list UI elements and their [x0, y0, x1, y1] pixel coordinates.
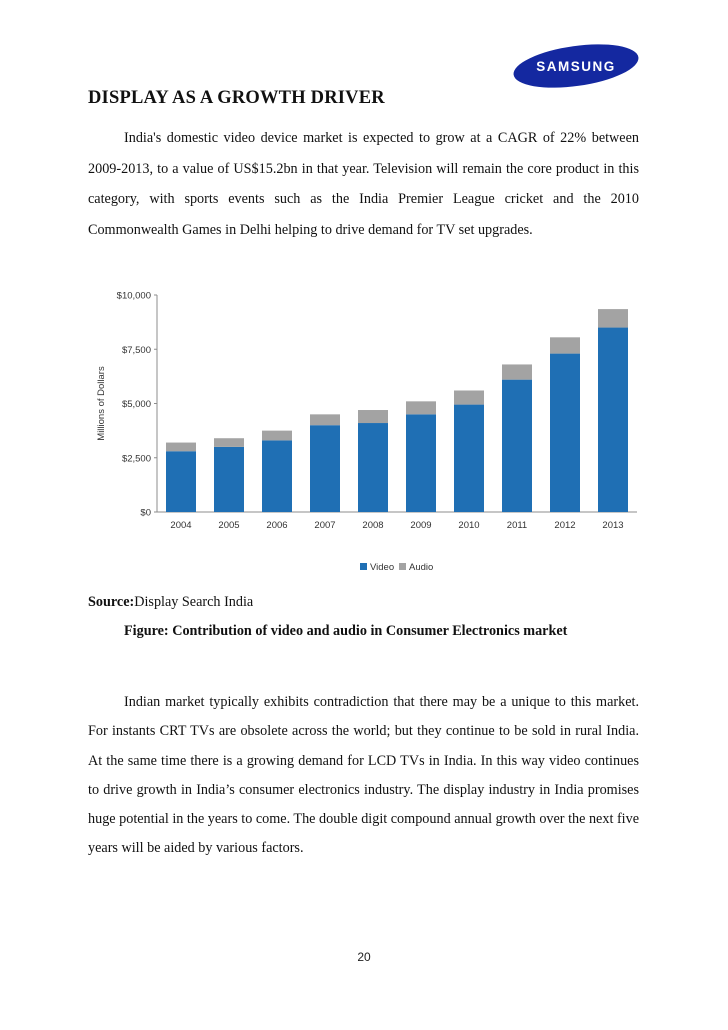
bar-audio-2004 [166, 443, 196, 452]
x-tick-label: 2006 [266, 520, 288, 531]
y-tick-label: $5,000 [121, 399, 151, 410]
bar-video-2008 [358, 423, 388, 512]
legend-swatch-video [360, 563, 367, 570]
x-tick-label: 2013 [602, 520, 624, 531]
bar-video-2013 [598, 328, 628, 512]
bar-video-2004 [166, 451, 196, 512]
section-heading: DISPLAY AS A GROWTH DRIVER [88, 88, 385, 108]
bar-audio-2011 [502, 364, 532, 379]
y-tick-label: $2,500 [121, 453, 151, 465]
bar-audio-2005 [214, 438, 244, 447]
source-line [88, 594, 253, 611]
legend-label-video: Video [370, 562, 395, 573]
bar-video-2009 [406, 414, 436, 512]
bar-video-2007 [310, 425, 340, 512]
y-tick-label: $7,500 [121, 344, 151, 356]
x-tick-label: 2005 [218, 520, 240, 531]
x-tick-label: 2009 [410, 520, 432, 531]
bar-audio-2008 [358, 410, 388, 423]
x-tick-label: 2011 [506, 520, 528, 531]
legend-label-audio: Audio [409, 562, 434, 573]
chart-legend [360, 562, 433, 573]
x-tick-label: 2004 [170, 520, 192, 531]
x-tick-label: 2012 [554, 520, 576, 531]
figure-caption: Figure: Contribution of video and audio in Consumer Electronics market [124, 623, 568, 639]
x-axis-labels [170, 520, 623, 531]
bar-audio-2009 [406, 401, 436, 414]
bar-audio-2006 [262, 431, 292, 441]
x-tick-label: 2008 [362, 520, 384, 531]
y-tick-label: $10,000 [116, 290, 151, 302]
source-label: Source: [88, 594, 135, 610]
bar-audio-2013 [598, 309, 628, 327]
x-tick-label: 2010 [458, 520, 480, 531]
samsung-logo [511, 42, 641, 90]
bar-audio-2007 [310, 414, 340, 425]
body-paragraph: Indian market typically exhibits contradiction that there may be a unique to this market. For instants CRT TVs are obsolete across the world; but they continue to be sold in rural India. At the same time there is a growing demand for LCD TVs in India. In this way video continues to drive growth in India’s consumer electronics industry. The display industry in India promises huge potential in the years to come. The double digit compound annual growth over the next five years will be aided by various factors. [88, 694, 639, 857]
bar-video-2011 [502, 380, 532, 512]
intro-paragraph: India's domestic video device market is expected to grow at a CAGR of 22% between 2009-2013, to a value of US$15.2bn in that year. Television will remain the core product in this category, with sports events such as the India Premier League cricket and the 2010 Commonwealth Games in Delhi helping to drive demand for TV set upgrades. [88, 130, 639, 238]
legend-swatch-audio [399, 563, 406, 570]
bar-video-2005 [214, 447, 244, 512]
logo-text: SAMSUNG [536, 59, 616, 74]
bar-audio-2010 [454, 390, 484, 404]
bar-video-2012 [550, 354, 580, 512]
page-number: 20 [357, 950, 371, 964]
bar-audio-2012 [550, 337, 580, 353]
y-axis-label: Millions of Dollars [96, 366, 107, 441]
y-tick-label: $0 [140, 507, 151, 519]
chart-bars [166, 309, 628, 512]
stacked-bar-chart [95, 283, 645, 583]
x-tick-label: 2007 [314, 520, 336, 531]
source-text: Display Search India [134, 594, 254, 610]
bar-video-2006 [262, 440, 292, 512]
bar-video-2010 [454, 405, 484, 512]
